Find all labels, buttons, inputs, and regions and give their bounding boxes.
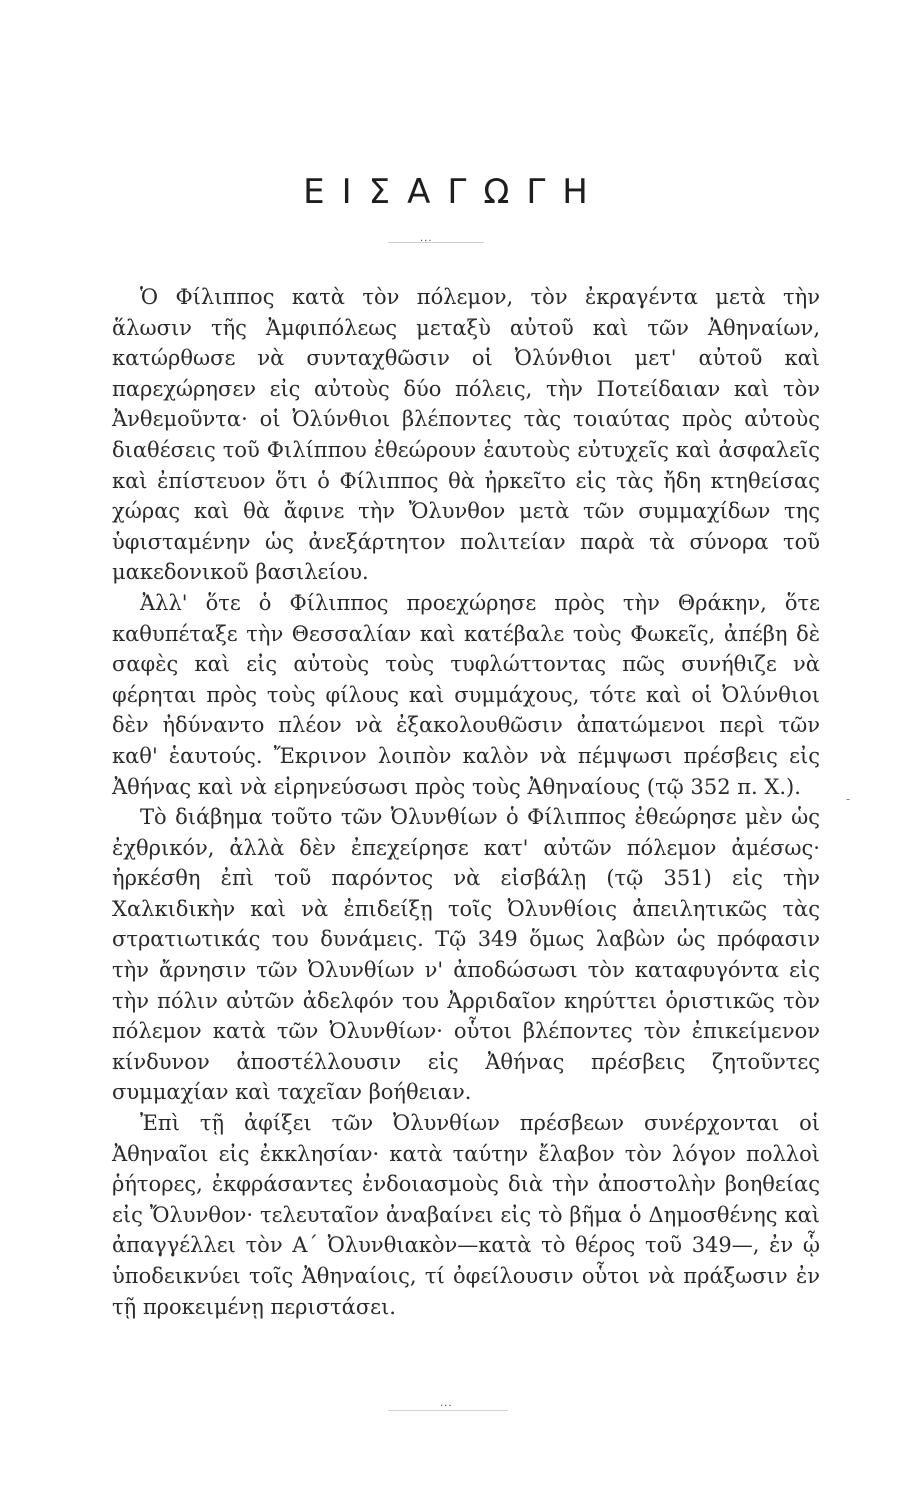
paragraph: Τὸ διάβημα τοῦτο τῶν Ὀλυνθίων ὁ Φίλιππος ἐθεώρησε μὲν ὡς ἐχθρικόν, ἀλλὰ δὲν ἐπεχείρησε κατ' αὐτῶν πόλεμον ἀμέσως· ἠρκέσθη ἐπὶ τοῦ παρόντος νὰ εἰσβάλῃ (τῷ 351) εἰς τὴν Χαλκιδικὴν καὶ νὰ ἐπιδείξῃ τοῖς Ὀλυνθίοις ἀπειλητικῶς τὰς στρατιωτικάς του δυνάμεις. Τῷ 349 ὅμως λαβὼν ὡς πρόφασιν τὴν ἄρνησιν τῶν Ὀλυνθίων ν' ἀποδώσωσι τὸν καταφυγόντα εἰς τὴν πόλιν αὐτῶν ἀδελφόν του Ἀρριδαῖον κηρύττει ὁριστικῶς τὸν πόλεμον κατὰ τῶν Ὀλυνθίων· οὗτοι βλέποντες τὸν ἐπικείμενον κίνδυνον ἀποστέλλουσιν εἰς Ἀθήνας πρέσβεις ζητοῦντες συμμαχίαν καὶ ταχεῖαν βοήθειαν. [112,805,820,1105]
chapter-title: ΕΙΣΑΓΩΓΗ [303,172,605,212]
title-ornament: ··· [420,236,433,247]
title-divider [388,242,484,243]
margin-mark: ‑ [846,792,851,806]
paragraph: Ὁ Φίλιππος κατὰ τὸν πόλεμον, τὸν ἐκραγέντα μετὰ τὴν ἅλωσιν τῆς Ἀμφιπόλεως μεταξὺ αὐτοῦ καὶ τῶν Ἀθηναίων, κατώρθωσε νὰ συνταχθῶσιν οἱ Ὀλύνθιοι μετ' αὐτοῦ καὶ παρεχώρησεν εἰς αὐτοὺς δύο πόλεις, τὴν Ποτείδαιαν καὶ τὸν Ἀνθεμοῦντα· οἱ Ὀλύνθιοι βλέποντες τὰς τοιαύτας πρὸς αὐτοὺς διαθέσεις τοῦ Φιλίππου ἐθεώρουν ἑαυτοὺς εὐτυχεῖς καὶ ἀσφαλεῖς καὶ ἐπίστευον ὅτι ὁ Φίλιππος θὰ ἠρκεῖτο εἰς τὰς ἤδη κτηθείσας χώρας καὶ θὰ ἄφινε τὴν Ὄλυνθον μετὰ τῶν συμμαχίδων της ὑφισταμένην ὡς ἀνεξάρτητον πολιτείαν παρὰ τὰ σύνορα τοῦ μακεδονικοῦ βασιλείου. [112,285,820,585]
footer-ornament: ··· [440,1401,453,1412]
paragraph: Ἐπὶ τῇ ἀφίξει τῶν Ὀλυνθίων πρέσβεων συνέρχονται οἱ Ἀθηναῖοι εἰς ἐκκλησίαν· κατὰ ταύτην ἔλαβον τὸν λόγον πολλοὶ ῥήτορες, ἐκφράσαντες ἐνδοιασμοὺς διὰ τὴν ἀποστολὴν βοηθείας εἰς Ὄλυνθον· τελευταῖον ἀναβαίνει εἰς τὸ βῆμα ὁ Δημοσθένης καὶ ἀπαγγέλλει τὸν Α΄ Ὀλυνθιακὸν—κατὰ τὸ θέρος τοῦ 349—, ἐν ᾧ ὑποδεικνύει τοῖς Ἀθηναίοις, τί ὀφείλουσιν οὗτοι νὰ πράξωσιν ἐν τῇ προκειμένῃ περιστάσει. [112,1111,820,1319]
paragraph: Ἀλλ' ὅτε ὁ Φίλιππος προεχώρησε πρὸς τὴν Θράκην, ὅτε καθυπέταξε τὴν Θεσσαλίαν καὶ κατέβαλε τοὺς Φωκεῖς, ἀπέβη δὲ σαφὲς καὶ εἰς αὐτοὺς τοὺς τυφλώττοντας πῶς συνήθιζε νὰ φέρηται πρὸς τοὺς φίλους καὶ συμμάχους, τότε καὶ οἱ Ὀλύνθιοι δὲν ἠδύναντο πλέον νὰ ἐξακολουθῶσιν ἀπατώμενοι περὶ τῶν καθ' ἑαυτούς. Ἔκρινον λοιπὸν καλὸν νὰ πέμψωσι πρέσβεις εἰς Ἀθήνας καὶ νὰ εἰρηνεύσωσι πρὸς τοὺς Ἀθηναίους (τῷ 352 π. Χ.). [112,590,820,799]
body-text [112,282,820,1322]
